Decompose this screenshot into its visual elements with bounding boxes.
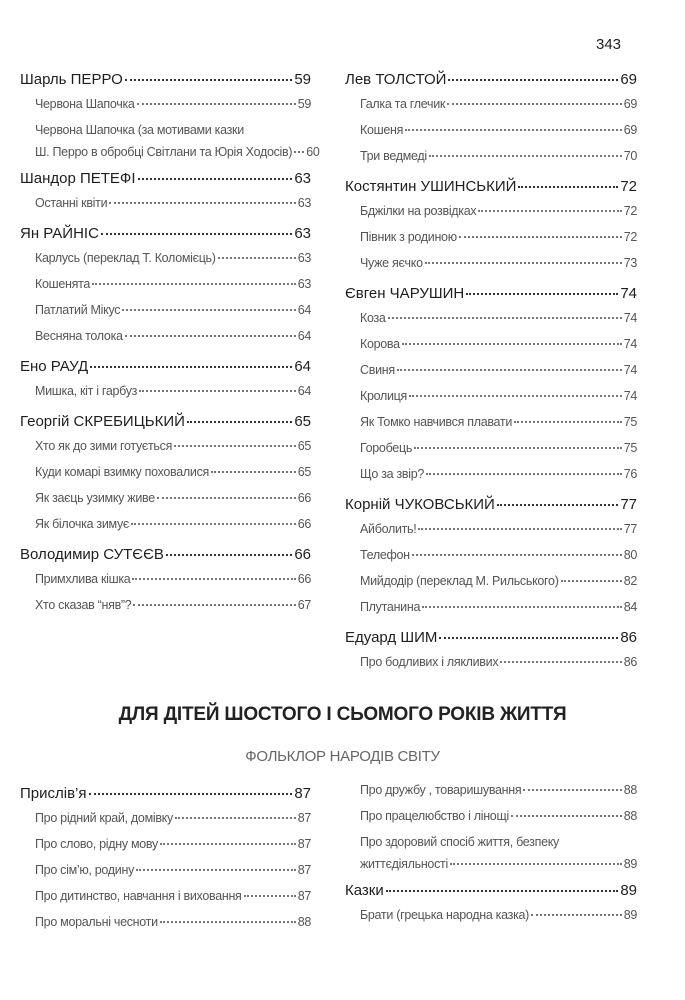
toc-item-entry-page: 63 bbox=[297, 277, 311, 291]
toc-item-entry bbox=[345, 441, 637, 467]
toc-author-entry bbox=[345, 882, 637, 908]
toc-item-entry bbox=[345, 415, 637, 441]
dot-leader bbox=[518, 186, 618, 188]
toc-item-entry-title: Про бодливих і лякливих bbox=[360, 655, 499, 669]
toc-item-entry-page: 84 bbox=[623, 600, 637, 614]
dot-leader bbox=[523, 789, 621, 791]
dot-leader bbox=[294, 151, 304, 153]
toc-item-entry-page: 74 bbox=[623, 363, 637, 377]
toc-author-entry-title: Володимир СУТЄЄВ bbox=[20, 546, 164, 563]
toc-item-entry bbox=[345, 809, 637, 835]
toc-item-entry-title: Про слово, рідну мову bbox=[35, 837, 158, 851]
dot-leader bbox=[139, 390, 296, 392]
toc-item-entry-title: Примхлива кішка bbox=[35, 572, 131, 586]
dot-leader bbox=[459, 236, 622, 238]
toc-item-entry-page: 69 bbox=[623, 123, 637, 137]
toc-author-entry-page: 72 bbox=[620, 178, 637, 195]
toc-author-entry-title: Ено РАУД bbox=[20, 358, 89, 375]
toc-item-entry-title: Телефон bbox=[360, 548, 410, 562]
toc-item-entry bbox=[20, 491, 311, 517]
toc-item-entry-title: Коза bbox=[360, 311, 386, 325]
toc-item-entry-page: 77 bbox=[623, 522, 637, 536]
section-subtitle: ФОЛЬКЛОР НАРОДІВ СВІТУ bbox=[245, 748, 440, 765]
toc-item-entry-title: Як Томко навчився плавати bbox=[360, 415, 513, 429]
toc-item-entry-page: 65 bbox=[297, 439, 311, 453]
toc-item-entry bbox=[20, 598, 311, 624]
toc-item-entry-title: Як заєць узимку живе bbox=[35, 491, 155, 505]
dot-leader bbox=[497, 504, 618, 506]
toc-item-entry-page: 65 bbox=[297, 465, 311, 479]
toc-column-top-right bbox=[345, 68, 637, 681]
toc-item-entry bbox=[20, 329, 311, 355]
toc-item-entry bbox=[20, 889, 311, 915]
toc-item-entry bbox=[20, 915, 311, 941]
dot-leader bbox=[132, 578, 295, 580]
toc-item-entry-page: 82 bbox=[623, 574, 637, 588]
dot-leader bbox=[448, 79, 618, 81]
toc-column-bottom-left bbox=[20, 782, 311, 941]
dot-leader bbox=[412, 554, 622, 556]
toc-item-entry-title: Про рідний край, домівку bbox=[35, 811, 173, 825]
dot-leader bbox=[109, 202, 295, 204]
toc-author-entry-title: Шандор ПЕТЕФІ bbox=[20, 170, 136, 187]
toc-author-entry-page: 63 bbox=[294, 170, 311, 187]
toc-item-entry-page: 66 bbox=[297, 491, 311, 505]
dot-leader bbox=[478, 210, 621, 212]
toc-item-entry-page: 87 bbox=[297, 863, 311, 877]
toc-item-entry bbox=[20, 837, 311, 863]
dot-leader bbox=[138, 178, 293, 180]
toc-item-entry bbox=[20, 811, 311, 837]
toc-item-entry-page: 64 bbox=[297, 329, 311, 343]
toc-item-entry-page: 87 bbox=[297, 811, 311, 825]
toc-author-entry-page: 69 bbox=[620, 71, 637, 88]
toc-item-entry bbox=[20, 97, 311, 123]
toc-author-entry bbox=[20, 546, 311, 572]
toc-item-entry-page: 88 bbox=[297, 915, 311, 929]
toc-item-entry bbox=[345, 857, 637, 879]
toc-item-entry-title: Кошеня bbox=[360, 123, 404, 137]
toc-item-entry-page: 74 bbox=[623, 389, 637, 403]
toc-item-entry bbox=[20, 145, 320, 167]
toc-author-entry-title: Шарль ПЕРРО bbox=[20, 71, 123, 88]
toc-item-entry bbox=[20, 251, 311, 277]
toc-item-entry bbox=[20, 439, 311, 465]
toc-item-entry-page: 74 bbox=[623, 311, 637, 325]
dot-leader bbox=[426, 473, 622, 475]
toc-item-entry bbox=[20, 384, 311, 410]
toc-author-entry-title: Георгій СКРЕБИЦЬКИЙ bbox=[20, 413, 185, 430]
dot-leader bbox=[211, 471, 296, 473]
toc-item-entry-title: Горобець bbox=[360, 441, 413, 455]
dot-leader bbox=[174, 445, 296, 447]
toc-item-entry bbox=[345, 149, 637, 175]
toc-item-title: Червона Шапочка (за мотивами казки bbox=[35, 123, 244, 137]
dot-leader bbox=[397, 369, 622, 371]
toc-item-entry-page: 73 bbox=[623, 256, 637, 270]
toc-item-entry-page: 88 bbox=[623, 809, 637, 823]
toc-author-entry-title: Лев ТОЛСТОЙ bbox=[345, 71, 447, 88]
dot-leader bbox=[160, 921, 296, 923]
dot-leader bbox=[125, 79, 293, 81]
dot-leader bbox=[101, 233, 292, 235]
dot-leader bbox=[137, 103, 296, 105]
toc-author-entry bbox=[20, 785, 311, 811]
dot-leader bbox=[244, 895, 296, 897]
dot-leader bbox=[561, 580, 622, 582]
dot-leader bbox=[131, 523, 296, 525]
toc-author-entry-page: 63 bbox=[294, 225, 311, 242]
dot-leader bbox=[122, 309, 295, 311]
toc-item-entry bbox=[345, 256, 637, 282]
toc-item-entry-page: 87 bbox=[297, 837, 311, 851]
toc-item-entry-title: Плутанина bbox=[360, 600, 421, 614]
toc-item-entry-title: Ш. Перро в обробці Світлани та Юрія Ходосів) bbox=[35, 145, 293, 159]
dot-leader bbox=[414, 447, 622, 449]
toc-author-entry-page: 77 bbox=[620, 496, 637, 513]
toc-author-entry-page: 89 bbox=[620, 882, 637, 899]
toc-item-entry-title: Свиня bbox=[360, 363, 395, 377]
toc-item-entry-title: Про сім’ю, родину bbox=[35, 863, 135, 877]
dot-leader bbox=[514, 421, 622, 423]
toc-item-entry-title: Галка та глечик bbox=[360, 97, 446, 111]
toc-item-entry bbox=[345, 574, 637, 600]
toc-item-entry-title: Куди комарі взимку поховалися bbox=[35, 465, 210, 479]
toc-item-entry-title: Про моральні чесноти bbox=[35, 915, 158, 929]
toc-item-entry-page: 75 bbox=[623, 415, 637, 429]
toc-item-entry-title: Як білочка зимує bbox=[35, 517, 129, 531]
toc-item-entry-page: 63 bbox=[297, 251, 311, 265]
toc-column-bottom-right bbox=[345, 783, 637, 934]
toc-item-entry-page: 64 bbox=[297, 303, 311, 317]
toc-item-entry-title: Карлусь (переклад Т. Коломієць) bbox=[35, 251, 216, 265]
toc-author-entry-title: Євген ЧАРУШИН bbox=[345, 285, 465, 302]
toc-item-entry-page: 89 bbox=[623, 908, 637, 922]
dot-leader bbox=[218, 257, 296, 259]
dot-leader bbox=[422, 606, 622, 608]
toc-item-entry-page: 59 bbox=[297, 97, 311, 111]
toc-author-entry-title: Корній ЧУКОВСЬКИЙ bbox=[345, 496, 495, 513]
dot-leader bbox=[402, 343, 622, 345]
toc-item-entry-title: Півник з родиною bbox=[360, 230, 457, 244]
toc-item-entry-title: Весняна толока bbox=[35, 329, 123, 343]
dot-leader bbox=[92, 283, 296, 285]
toc-author-entry-page: 65 bbox=[294, 413, 311, 430]
dot-leader bbox=[439, 637, 618, 639]
toc-item-entry-title: Про дитинство, навчання і виховання bbox=[35, 889, 242, 903]
toc-item-entry-title: Хто як до зими готується bbox=[35, 439, 173, 453]
dot-leader bbox=[125, 335, 296, 337]
dot-leader bbox=[166, 554, 292, 556]
toc-item-entry-page: 86 bbox=[623, 655, 637, 669]
toc-item-entry-page: 72 bbox=[623, 204, 637, 218]
toc-author-entry bbox=[345, 178, 637, 204]
dot-leader bbox=[429, 155, 622, 157]
toc-item-entry-page: 80 bbox=[623, 548, 637, 562]
toc-item-entry-page: 75 bbox=[623, 441, 637, 455]
toc-item-entry-title: Чуже яєчко bbox=[360, 256, 423, 270]
toc-item-entry-title: Мийдодір (переклад М. Рильського) bbox=[360, 574, 559, 588]
dot-leader bbox=[187, 421, 292, 423]
toc-author-entry bbox=[20, 71, 311, 97]
toc-item-entry-page: 89 bbox=[623, 857, 637, 871]
toc-item-entry bbox=[345, 548, 637, 574]
dot-leader bbox=[409, 395, 622, 397]
toc-item-entry bbox=[345, 204, 637, 230]
toc-item-entry bbox=[345, 97, 637, 123]
toc-author-entry bbox=[20, 170, 311, 196]
toc-author-entry-title: Костянтин УШИНСЬКИЙ bbox=[345, 178, 517, 195]
toc-item-entry bbox=[345, 600, 637, 626]
toc-item-entry-page: 87 bbox=[297, 889, 311, 903]
dot-leader bbox=[450, 863, 622, 865]
toc-item-entry-page: 64 bbox=[297, 384, 311, 398]
toc-author-entry bbox=[20, 225, 311, 251]
toc-item-entry bbox=[345, 337, 637, 363]
dot-leader bbox=[175, 817, 296, 819]
dot-leader bbox=[136, 869, 296, 871]
toc-author-entry-page: 87 bbox=[294, 785, 311, 802]
toc-author-entry bbox=[345, 71, 637, 97]
toc-author-entry-title: Ян РАЙНІС bbox=[20, 225, 99, 242]
toc-column-top-left bbox=[20, 68, 320, 624]
toc-item-entry bbox=[20, 572, 311, 598]
toc-author-entry-title: Едуард ШИМ bbox=[345, 629, 438, 646]
toc-item-entry bbox=[20, 863, 311, 889]
toc-author-entry-page: 64 bbox=[294, 358, 311, 375]
toc-item-entry bbox=[20, 196, 311, 222]
section-title: ДЛЯ ДІТЕЙ ШОСТОГО І СЬОМОГО РОКІВ ЖИТТЯ bbox=[118, 704, 567, 725]
toc-item-entry-title: Три ведмеді bbox=[360, 149, 427, 163]
toc-item-entry-title: Мишка, кіт і гарбуз bbox=[35, 384, 138, 398]
toc-item-entry-page: 76 bbox=[623, 467, 637, 481]
toc-item-entry-title: Червона Шапочка bbox=[35, 97, 135, 111]
toc-author-entry-page: 59 bbox=[294, 71, 311, 88]
toc-item-entry-title: Корова bbox=[360, 337, 400, 351]
toc-item-entry-page: 88 bbox=[623, 783, 637, 797]
toc-author-entry-page: 86 bbox=[620, 629, 637, 646]
toc-author-entry bbox=[345, 496, 637, 522]
toc-author-entry-page: 66 bbox=[294, 546, 311, 563]
toc-author-entry-title: Казки bbox=[345, 882, 384, 899]
page-number: 343 bbox=[596, 36, 622, 53]
toc-item-entry bbox=[345, 389, 637, 415]
toc-item-entry-page: 66 bbox=[297, 517, 311, 531]
dot-leader bbox=[500, 661, 621, 663]
toc-item-entry bbox=[345, 363, 637, 389]
toc-item-entry-title: життєдіяльності bbox=[360, 857, 448, 871]
toc-item-entry-page: 70 bbox=[623, 149, 637, 163]
toc-item-entry-page: 72 bbox=[623, 230, 637, 244]
toc-item-entry bbox=[345, 908, 637, 934]
toc-item-entry-title: Останні квіти bbox=[35, 196, 108, 210]
toc-author-entry bbox=[20, 358, 311, 384]
dot-leader bbox=[466, 293, 618, 295]
toc-item-entry-page: 66 bbox=[297, 572, 311, 586]
toc-item-entry bbox=[20, 517, 311, 543]
dot-leader bbox=[89, 793, 293, 795]
toc-item-entry-page: 60 bbox=[306, 145, 320, 159]
toc-item-entry-title: Брати (грецька народна казка) bbox=[360, 908, 530, 922]
toc-item-entry-title: Про дружбу , товаришування bbox=[360, 783, 522, 797]
toc-author-entry bbox=[20, 413, 311, 439]
toc-item-entry-title: Про працелюбство і лінощі bbox=[360, 809, 509, 823]
toc-item-entry-page: 69 bbox=[623, 97, 637, 111]
toc-author-entry-page: 74 bbox=[620, 285, 637, 302]
toc-item-entry-title: Патлатий Мікус bbox=[35, 303, 121, 317]
toc-item-entry-page: 67 bbox=[297, 598, 311, 612]
toc-item-entry-page: 63 bbox=[297, 196, 311, 210]
toc-item-entry bbox=[20, 303, 311, 329]
dot-leader bbox=[447, 103, 622, 105]
toc-item-entry bbox=[345, 783, 637, 809]
dot-leader bbox=[157, 497, 296, 499]
toc-item-entry-title: Кролиця bbox=[360, 389, 408, 403]
toc-item-entry bbox=[345, 230, 637, 256]
dot-leader bbox=[160, 843, 296, 845]
toc-item-entry bbox=[345, 311, 637, 337]
toc-item-entry bbox=[345, 522, 637, 548]
toc-item-title: Про здоровий спосіб життя, безпеку bbox=[360, 835, 559, 849]
toc-item-entry bbox=[345, 123, 637, 149]
toc-author-entry bbox=[345, 285, 637, 311]
dot-leader bbox=[531, 914, 622, 916]
dot-leader bbox=[388, 317, 622, 319]
toc-item-entry-page: 74 bbox=[623, 337, 637, 351]
toc-item-entry bbox=[345, 655, 637, 681]
toc-item-title-line bbox=[20, 123, 311, 145]
toc-item-entry-title: Хто сказав “няв”? bbox=[35, 598, 132, 612]
toc-item-entry bbox=[20, 277, 311, 303]
toc-author-entry bbox=[345, 629, 637, 655]
dot-leader bbox=[386, 890, 619, 892]
toc-item-entry-title: Кошенята bbox=[35, 277, 91, 291]
toc-item-entry-title: Бджілки на розвідках bbox=[360, 204, 477, 218]
toc-item-title-line bbox=[345, 835, 637, 857]
toc-author-entry-title: Прислів’я bbox=[20, 785, 87, 802]
toc-item-entry-title: Айболить! bbox=[360, 522, 417, 536]
toc-item-entry bbox=[20, 465, 311, 491]
dot-leader bbox=[405, 129, 622, 131]
toc-item-entry bbox=[345, 467, 637, 493]
toc-item-entry-title: Що за звір? bbox=[360, 467, 425, 481]
dot-leader bbox=[425, 262, 622, 264]
dot-leader bbox=[511, 815, 622, 817]
dot-leader bbox=[133, 604, 295, 606]
dot-leader bbox=[90, 366, 292, 368]
dot-leader bbox=[418, 528, 621, 530]
